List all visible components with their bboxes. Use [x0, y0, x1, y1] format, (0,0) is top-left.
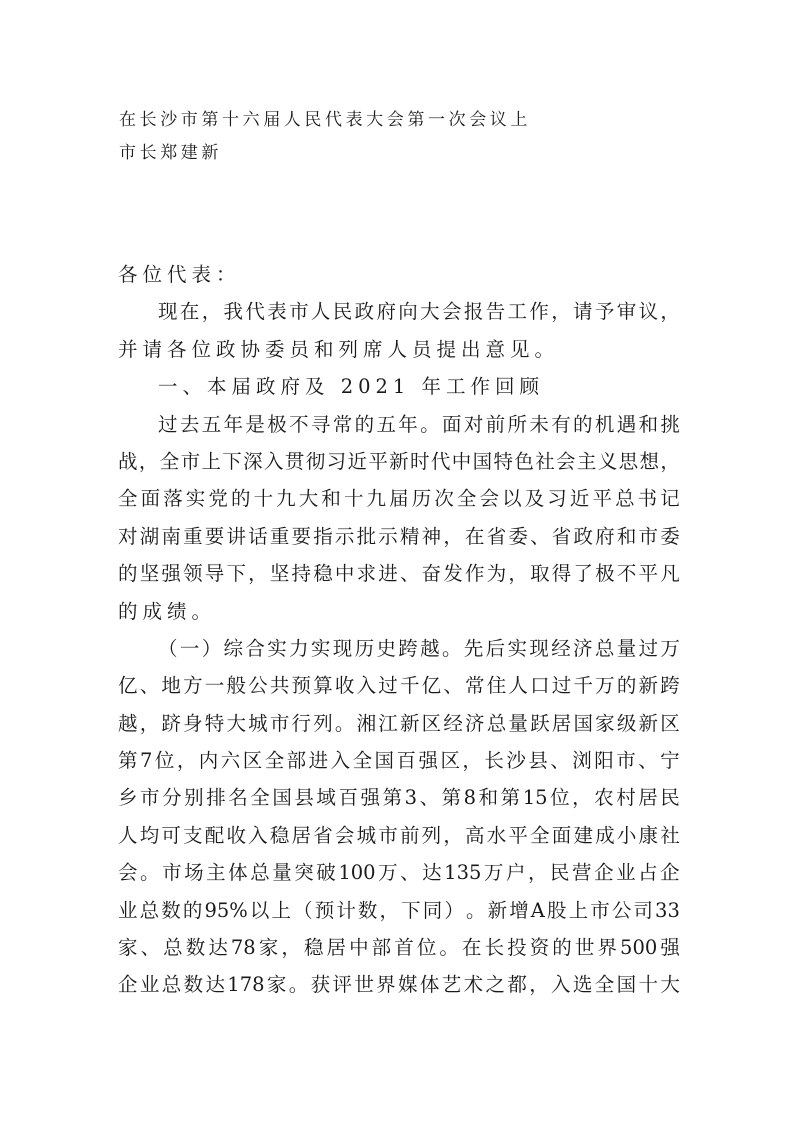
text-line: 家 、 总 数 达 78 家 ， 稳 居 中 部 首 位 。 在 长 投 资 的 世 界 500 强: [118, 936, 680, 960]
text-line: 过 去 五 年 是 极 不 寻 常 的 五 年 。 面 对 前 所 未 有 的 机 遇 和 挑: [158, 412, 680, 436]
report-occasion-line: 在长沙市第十六届人民代表大会第一次会议上: [119, 110, 531, 130]
text-line: 业 总 数 的 95% 以 上 （ 预 计 数 ， 下 同 ） 。 新 增 A 股 上 市 公 司 33: [118, 898, 680, 922]
text-line: 现 在 ， 我 代 表 市 人 民 政 府 向 大 会 报 告 工 作 ， 请 予 审 议 ，: [158, 300, 680, 324]
text-line: 对 湖 南 重 要 讲 话 重 要 指 示 批 示 精 神 ， 在 省 委 、 省 政 府 和 市 委: [118, 524, 680, 548]
text-line: 越 ， 跻 身 特 大 城 市 行 列 。 湘 江 新 区 经 济 总 量 跃 居 国 家 级 新 区: [118, 711, 680, 735]
text-line: 企 业 总 数 达 178 家 。 获 评 世 界 媒 体 艺 术 之 都 ， 入 选 全 国 十 大: [118, 973, 680, 997]
text-line: 会 。 市 场 主 体 总 量 突 破 100 万 、 达 135 万 户 ， 民 营 企 业 占 企: [118, 861, 680, 885]
text-line: 的 坚 强 领 导 下 ， 坚 持 稳 中 求 进 、 奋 发 作 为 ， 取 得 了 极 不 平 凡: [118, 562, 680, 586]
text-line: 的成绩。: [118, 599, 217, 623]
text-line: 并请各位政协委员和列席人员提出意见。: [118, 337, 560, 361]
text-line: 亿 、 地 方 一 般 公 共 预 算 收 入 过 千 亿 、 常 住 人 口 过 千 万 的 新 跨: [118, 674, 680, 698]
text-line: 第 7 位 ， 内 六 区 全 部 进 入 全 国 百 强 区 ， 长 沙 县 、 浏 阳 市 、 宁: [118, 749, 680, 773]
text-line: （ 一 ） 综 合 实 力 实 现 历 史 跨 越 。 先 后 实 现 经 济 总 量 过 万: [158, 636, 680, 660]
text-line: 战 ， 全 市 上 下 深 入 贯 彻 习 近 平 新 时 代 中 国 特 色 社 会 主 义 思 想 ，: [118, 449, 680, 473]
text-line: 人 均 可 支 配 收 入 稳 居 省 会 城 市 前 列 ， 高 水 平 全 面 建 成 小 康 社: [118, 823, 680, 847]
text-line: 各位代表：: [118, 263, 241, 286]
text-line: 一、本届政府及 2021 年工作回顾: [158, 375, 545, 399]
text-line: 全 面 落 实 党 的 十 九 大 和 十 九 届 历 次 全 会 以 及 习 近 平 总 书 记: [118, 487, 680, 511]
report-body: [118, 256, 680, 1004]
text-line: 乡 市 分 别 排 名 全 国 县 域 百 强 第 3 、 第 8 和 第 15 位 ， 农 村 居 民: [118, 786, 680, 810]
speaker-line: 市长郑建新: [119, 143, 222, 163]
